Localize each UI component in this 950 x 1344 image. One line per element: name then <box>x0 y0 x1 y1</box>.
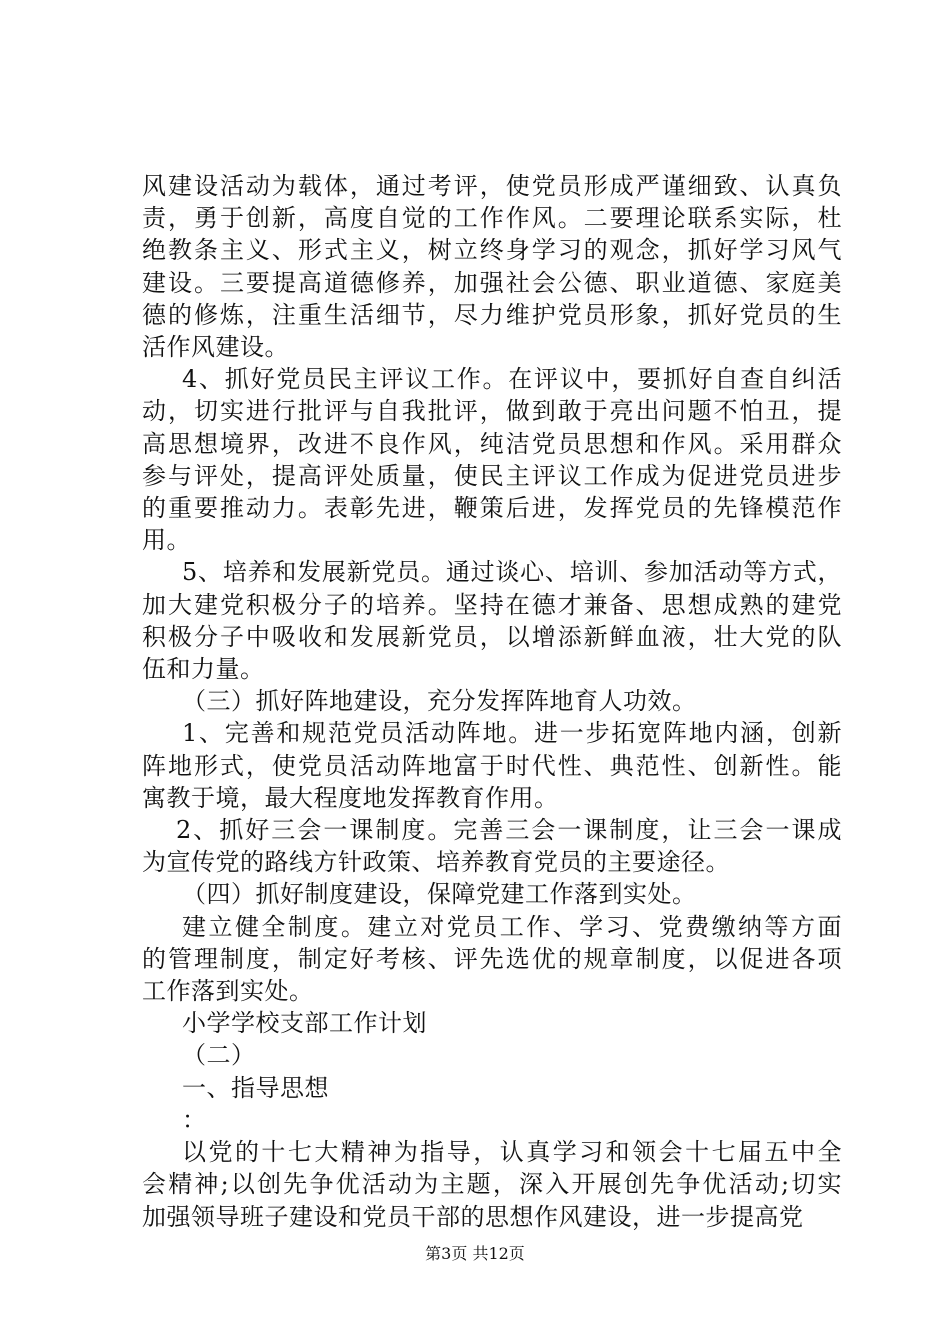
text-line: 工作落到实处。 <box>142 977 314 1006</box>
text-line: 为宣传党的路线方针政策、培养教育党员的主要途径。 <box>142 848 730 877</box>
paragraph <box>142 878 842 910</box>
text-line: 的重要推动力。表彰先进，鞭策后进，发挥党员的先锋模范作 <box>142 494 842 523</box>
paragraph <box>142 685 842 717</box>
paragraph <box>142 170 842 363</box>
text-line: 小学学校支部工作计划 <box>182 1009 427 1038</box>
text-line: 参与评处，提高评处质量，使民主评议工作成为促进党员进步 <box>142 461 842 490</box>
text-line: 绝教条主义、形式主义，树立终身学习的观念，抓好学习风气 <box>142 236 842 265</box>
text-line: 一、指导思想 <box>182 1073 329 1102</box>
text-line: 高思想境界，改进不良作风，纯洁党员思想和作风。采用群众 <box>142 429 842 458</box>
text-line: 动，切实进行批评与自我批评，做到敢于亮出问题不怕丑，提 <box>142 397 842 426</box>
text-line: 的管理制度，制定好考核、评先选优的规章制度，以促进各项 <box>142 944 842 973</box>
paragraph <box>142 717 842 814</box>
text-line: （四）抓好制度建设，保障党建工作落到实处。 <box>182 880 697 909</box>
text-line: 建设。三要提高道德修养，加强社会公德、职业道德、家庭美 <box>142 268 842 297</box>
text-line: 建立健全制度。建立对党员工作、学习、党费缴纳等方面 <box>182 912 842 941</box>
text-line: 会精神;以创先争优活动为主题，深入开展创先争优活动;切实 <box>142 1170 842 1199</box>
text-line: 加强领导班子建设和党员干部的思想作风建设，进一步提高党 <box>142 1202 804 1231</box>
paragraph <box>142 814 842 878</box>
page-footer <box>0 1244 950 1264</box>
text-line: （三）抓好阵地建设，充分发挥阵地育人功效。 <box>182 687 697 716</box>
paragraph <box>142 363 842 556</box>
paragraph <box>142 1136 842 1233</box>
text-line: ： <box>182 1105 207 1134</box>
text-line: 2、抓好三会一课制度。完善三会一课制度，让三会一课成 <box>176 816 842 845</box>
text-line: 活作风建设。 <box>142 333 289 362</box>
paragraph <box>142 1039 842 1071</box>
text-line: 加大建党积极分子的培养。坚持在德才兼备、思想成熟的建党 <box>142 590 842 619</box>
text-line: 责，勇于创新，高度自觉的工作作风。二要理论联系实际，杜 <box>142 204 842 233</box>
text-line: 1、完善和规范党员活动阵地。进一步拓宽阵地内涵，创新 <box>182 719 842 748</box>
paragraph <box>142 1104 842 1136</box>
paragraph <box>142 1007 842 1039</box>
document-body <box>142 170 842 1233</box>
paragraph <box>142 911 842 1008</box>
text-line: 德的修炼，注重生活细节，尽力维护党员形象，抓好党员的生 <box>142 300 842 329</box>
page-number-label: 第3页 共12页 <box>425 1244 525 1263</box>
text-line: 伍和力量。 <box>142 655 265 684</box>
text-line: 5、培养和发展新党员。通过谈心、培训、参加活动等方式， <box>182 558 842 587</box>
text-line: 阵地形式，使党员活动阵地富于时代性、典范性、创新性。能 <box>142 751 842 780</box>
text-line: 风建设活动为载体，通过考评，使党员形成严谨细致、认真负 <box>142 172 842 200</box>
text-line: 以党的十七大精神为指导，认真学习和领会十七届五中全 <box>182 1138 842 1167</box>
text-line: 4、抓好党员民主评议工作。在评议中，要抓好自查自纠活 <box>182 365 842 394</box>
paragraph <box>142 1072 842 1104</box>
text-line: （二） <box>182 1041 256 1070</box>
text-line: 用。 <box>142 526 191 555</box>
text-line: 寓教于境，最大程度地发挥教育作用。 <box>142 783 559 812</box>
paragraph <box>142 556 842 685</box>
text-line: 积极分子中吸收和发展新党员，以增添新鲜血液，壮大党的队 <box>142 622 842 651</box>
